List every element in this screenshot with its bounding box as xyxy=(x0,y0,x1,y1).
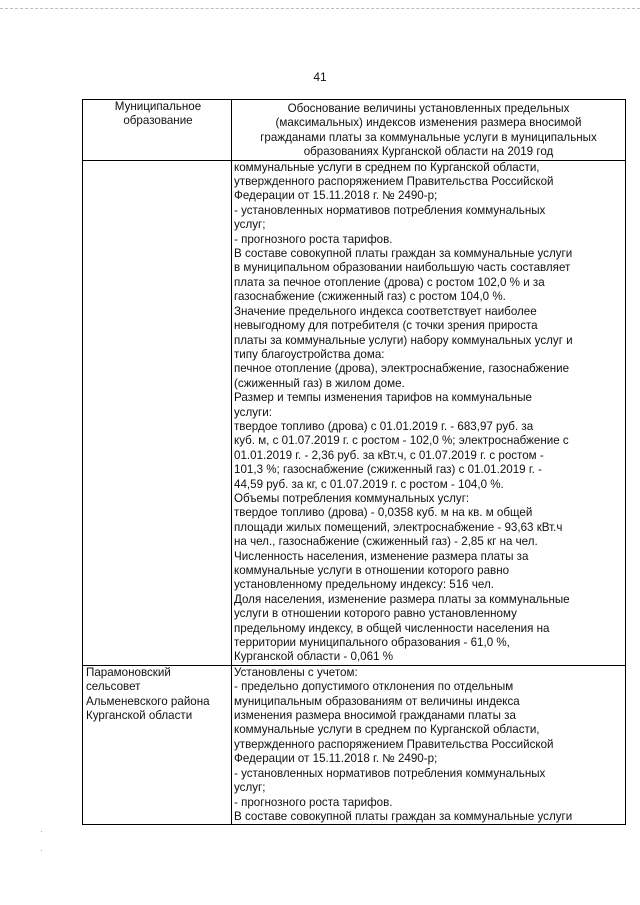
scan-margin-mark: · xyxy=(40,826,43,836)
text-line: муниципальным образованиям от величины индекса xyxy=(234,694,520,708)
text-line: утвержденного распоряжением Правительства Российской xyxy=(234,737,554,751)
text-line: утвержденного распоряжением Правительства Российской xyxy=(234,175,554,189)
header-municipality-cell xyxy=(83,100,232,161)
text-line: газоснабжение (сжиженный газ) с ростом 104,0 %. xyxy=(234,290,506,304)
text-line: Численность населения, изменение размера платы за xyxy=(234,549,529,563)
text-line: Доля населения, изменение размера платы за коммунальные xyxy=(234,592,570,606)
justification-cell xyxy=(232,160,626,665)
text-line: куб. м, с 01.07.2019 г. с ростом - 102,0 %; электроснабжение с xyxy=(234,434,569,448)
text-line: 44,59 руб. за кг, с 01.07.2019 г. с ростом - 104,0 %. xyxy=(234,477,504,491)
text-line: Курганской области - 0,061 % xyxy=(234,650,394,664)
text-line: типу благоустройства дома: xyxy=(234,347,385,361)
header-line: гражданами платы за коммунальные услуги в муниципальных xyxy=(260,130,597,144)
table-row xyxy=(83,160,626,665)
text-line: Федерации от 15.11.2018 г. № 2490-р; xyxy=(234,752,438,766)
text-line: Федерации от 15.11.2018 г. № 2490-р; xyxy=(234,189,438,203)
text-line: - установленных нормативов потребления коммунальных xyxy=(234,203,546,217)
text-line: - предельно допустимого отклонения по отдельным xyxy=(234,680,514,694)
scan-top-rule xyxy=(0,8,640,9)
text-line: - установленных нормативов потребления коммунальных xyxy=(234,766,546,780)
text-line: - прогнозного роста тарифов. xyxy=(234,795,393,809)
justification-cell xyxy=(232,665,626,824)
text-line: плата за печное отопление (дрова) с ростом 102,0 % и за xyxy=(234,275,545,289)
text-line: коммунальные услуги в отношении которого равно xyxy=(234,564,510,577)
text-line: сельсовет xyxy=(86,680,141,694)
header-line: Муниципальное xyxy=(114,100,202,113)
text-line: 01.01.2019 г. - 2,36 руб. за кВт.ч, с 01.07.2019 г. с ростом - xyxy=(234,448,544,462)
municipality-cell xyxy=(83,160,232,665)
text-line: Значение предельного индекса соответствует наиболее xyxy=(234,304,537,318)
scan-margin-mark: · xyxy=(40,845,43,855)
municipality-cell xyxy=(83,665,232,824)
text-line: территории муниципального образования - 61,0 %, xyxy=(234,636,510,650)
text-line: услуг; xyxy=(234,781,266,795)
text-line: твердое топливо (дрова) - 0,0358 куб. м на кв. м общей xyxy=(234,506,533,520)
text-line: услуги в отношении которого равно установленному xyxy=(234,607,517,621)
text-line: Парамоновский xyxy=(86,665,171,679)
text-line: предельному индексу, в общей численности населения на xyxy=(234,621,550,635)
text-line: твердое топливо (дрова) с 01.01.2019 г. - 683,97 руб. за xyxy=(234,419,534,433)
text-line: установленному предельному индексу: 516 чел. xyxy=(234,578,494,592)
text-line: на чел., газоснабжение (сжиженный газ) - 2,85 кг на чел. xyxy=(234,535,538,549)
table-header-row xyxy=(83,100,626,161)
text-line: Установлены с учетом: xyxy=(234,665,358,679)
text-line: коммунальные услуги в среднем по Курганской области, xyxy=(234,723,540,737)
text-line: Размер и темпы изменения тарифов на коммунальные xyxy=(234,391,532,405)
text-line: Курганской области xyxy=(86,709,193,723)
text-line: Объемы потребления коммунальных услуг: xyxy=(234,491,470,505)
text-line: услуг; xyxy=(234,218,266,232)
text-line: Альменевского района xyxy=(86,694,210,708)
text-line: платы за коммунальные услуги) набору коммунальных услуг и xyxy=(234,333,573,347)
text-line: 101,3 %; газоснабжение (сжиженный газ) с 01.01.2019 г. - xyxy=(234,463,542,477)
text-line: коммунальные услуги в среднем по Курганской области, xyxy=(234,160,540,174)
header-justification-cell xyxy=(232,100,626,161)
text-line: (сжиженный газ) в жилом доме. xyxy=(234,376,405,390)
text-line: услуги: xyxy=(234,405,272,419)
text-line: В составе совокупной платы граждан за коммунальные услуги xyxy=(234,809,573,823)
header-line: (максимальных) индексов изменения размера вносимой xyxy=(275,116,582,130)
header-line: Обоснование величины установленных предельных xyxy=(287,102,570,115)
header-line: образованиях Курганской области на 2019 год xyxy=(303,145,554,159)
page-number: 41 xyxy=(313,70,327,84)
table-row xyxy=(83,665,626,824)
text-line: невыгодному для потребителя (с точки зрения прироста xyxy=(234,319,538,333)
text-line: в муниципальном образовании наибольшую часть составляет xyxy=(234,261,571,275)
text-line: В составе совокупной платы граждан за коммунальные услуги xyxy=(234,247,573,261)
text-line: печное отопление (дрова), электроснабжение, газоснабжение xyxy=(234,362,570,376)
text-line: - прогнозного роста тарифов. xyxy=(234,232,393,246)
text-line: изменения размера вносимой гражданами платы за xyxy=(234,709,516,723)
text-line: площади жилых помещений, электроснабжение - 93,63 кВт.ч xyxy=(234,520,563,534)
header-line: образование xyxy=(123,114,193,128)
justification-table xyxy=(82,99,626,825)
